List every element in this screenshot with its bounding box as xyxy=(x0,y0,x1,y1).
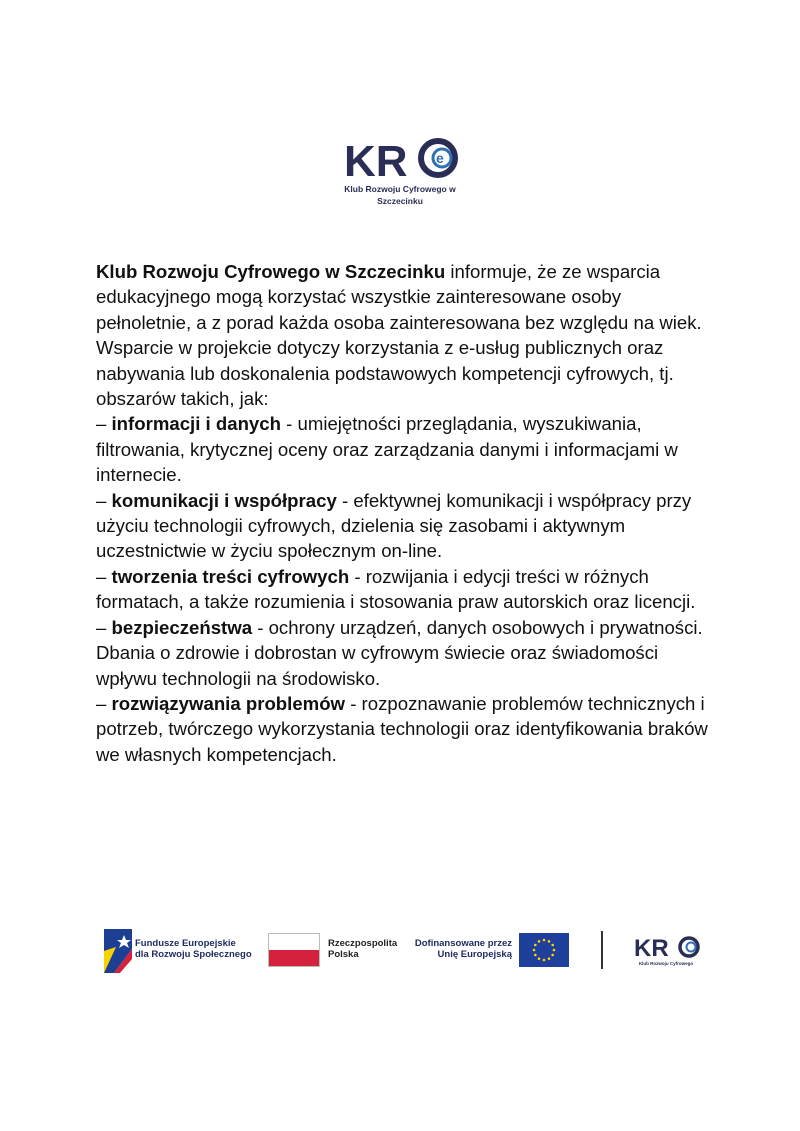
dash: – xyxy=(96,616,112,638)
area-title: rozwiązywania problemów xyxy=(111,692,346,714)
intro-text: informuje, że ze wsparcia edukacyjnego mogą korzystać wszystkie zainteresowane osoby pełnoletnie, a z porad każda osoba zainteresowana bez względu na wiek. xyxy=(96,261,702,333)
pl-logo-text xyxy=(328,938,397,960)
fe-line2: dla Rozwoju Społecznego xyxy=(135,949,252,960)
area-item xyxy=(96,615,716,640)
dash: – xyxy=(96,565,112,587)
eu-star-icon xyxy=(553,949,556,952)
area-text: - efektywnej komunikacji i współpracy przy użyciu technologii cyfrowych, dzielenia się zasobami i aktywnym uczestnictwie w życiu społecznym on-line. xyxy=(96,489,692,562)
eu-star-icon xyxy=(534,954,537,957)
eu-line2: Unię Europejską xyxy=(437,949,512,960)
area-title: bezpieczeństwa xyxy=(111,616,253,638)
eu-line1: Dofinansowane przez xyxy=(414,938,512,949)
document-body xyxy=(96,259,716,767)
area-text: - rozpoznawanie problemów technicznych i xyxy=(345,692,705,714)
polish-flag-icon xyxy=(268,933,320,967)
eu-logo-text xyxy=(412,938,512,960)
eu-star-icon xyxy=(548,957,551,960)
eu-star-icon xyxy=(534,944,537,947)
area-item xyxy=(96,564,716,615)
problems-continuation: potrzeb, twórczego wykorzystania technologii oraz identyfikowania braków we własnych kompetencjach. xyxy=(96,718,708,765)
fe-line1: Fundusze Europejskie xyxy=(135,938,236,949)
eu-star-icon xyxy=(551,954,554,957)
eu-star-icon xyxy=(538,940,541,943)
eu-star-icon xyxy=(548,940,551,943)
area-text: - ochrony urządzeń, danych osobowych i prywatności. xyxy=(252,616,703,638)
eu-star-icon xyxy=(538,957,541,960)
eu-star-icon xyxy=(543,959,546,962)
dash: – xyxy=(96,413,112,435)
area-item xyxy=(96,488,716,564)
krc-logo-letters: KR xyxy=(344,137,408,186)
dash: – xyxy=(96,692,112,714)
area-text: - rozwijania i edycji treści w różnych formatach, a także rozumienia i stosowania praw autorskich oraz licencji. xyxy=(96,565,696,613)
eu-star-icon xyxy=(551,944,554,947)
area-item xyxy=(96,691,716,716)
krc-logo-mark xyxy=(320,128,480,188)
divider xyxy=(601,931,603,969)
fe-logo-text xyxy=(135,938,252,960)
pl-line1: Rzeczpospolita xyxy=(328,938,398,949)
area-text: - umiejętności przeglądania, wyszukiwania, filtrowania, krytycznej oceny oraz zarządzania danymi i informacjami w internecie. xyxy=(96,413,678,486)
pl-line2: Polska xyxy=(328,949,359,960)
area-title: informacji i danych xyxy=(111,413,281,435)
fe-logo-icon xyxy=(104,929,132,973)
area-title: tworzenia treści cyfrowych xyxy=(111,565,350,587)
eu-star-icon xyxy=(533,949,536,952)
krc-small-subtitle: Klub Rozwoju Cyfrowego xyxy=(638,961,694,966)
intro-paragraph xyxy=(96,259,716,335)
area-item xyxy=(96,411,716,487)
dash: – xyxy=(96,489,112,511)
funding-logos-bar xyxy=(0,925,800,975)
eu-star-icon xyxy=(543,939,546,942)
svg-text:e: e xyxy=(436,150,444,166)
club-name: Klub Rozwoju Cyfrowego w Szczecinku xyxy=(96,261,446,282)
wellbeing-paragraph: Dbania o zdrowie i dobrostan w cyfrowym świecie oraz świadomości wpływu technologii na środowisko. xyxy=(96,642,659,689)
krc-logo-subtitle xyxy=(320,183,480,207)
logo-subtitle-line2: Szczecinku xyxy=(377,196,423,206)
krc-small-letters: KR xyxy=(634,935,669,961)
logo-subtitle-line1: Klub Rozwoju Cyfrowego w xyxy=(344,184,456,194)
krc-small-logo-icon xyxy=(632,933,702,961)
area-title: komunikacji i współpracy xyxy=(111,489,337,511)
support-paragraph: Wsparcie w projekcie dotyczy korzystania z e-usług publicznych oraz nabywania lub doskonalenia podstawowych kompetencji cyfrowych, tj. obszarów takich, jak: xyxy=(96,337,674,410)
eu-flag-icon xyxy=(519,933,569,967)
